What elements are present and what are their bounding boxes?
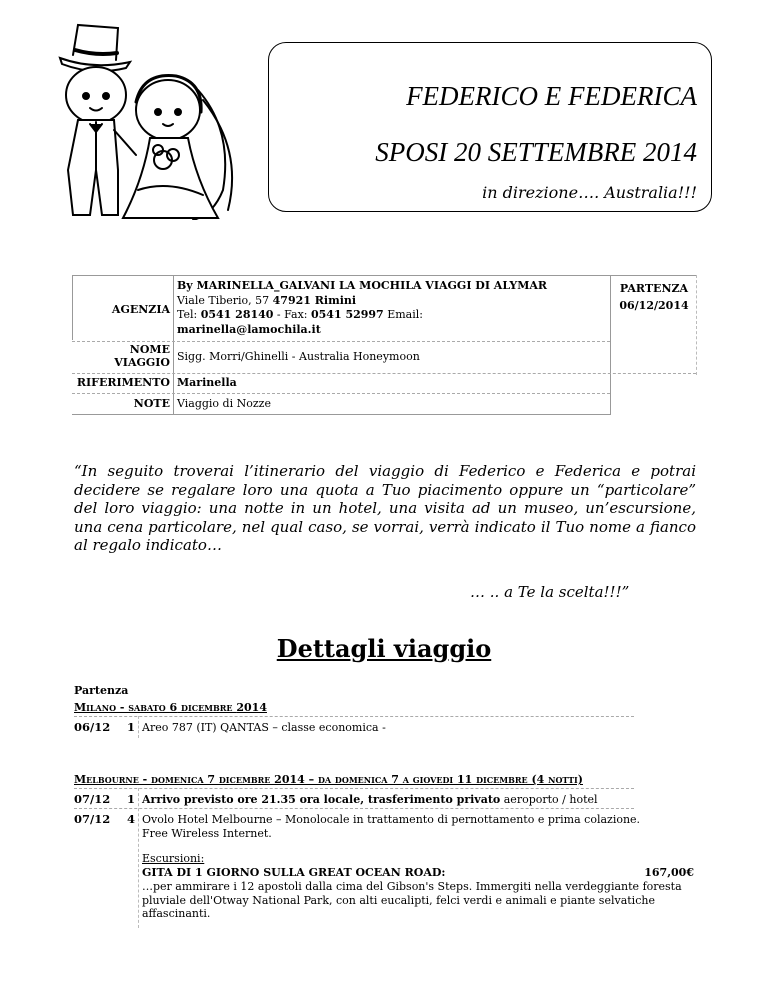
row-divider — [74, 808, 634, 809]
melbourne-row1-text — [142, 793, 598, 807]
table-top-border — [72, 275, 696, 276]
partenza-label: PARTENZA — [619, 282, 689, 295]
partenza-row-num: 1 — [127, 720, 136, 734]
agenzia-by: By MARINELLA_GALVANI LA MOCHILA VIAGGI DI ALYMAR — [177, 279, 548, 292]
row-divider — [138, 788, 139, 928]
partenza-heading: Partenza — [74, 684, 129, 697]
table-left-border — [72, 275, 73, 340]
escursioni-label: Escursioni: — [142, 852, 205, 865]
route-day: Milano - sabato — [74, 701, 170, 714]
gita-price: 167,00€ — [644, 866, 694, 879]
wedding-couple-illustration — [18, 20, 248, 220]
table-col-divider-right — [610, 275, 611, 415]
row-divider — [74, 716, 634, 717]
riferimento-label: RIFERIMENTO — [76, 376, 170, 389]
melbourne-heading: Melbourne - domenica 7 dicembre 2014 – da domenica 7 a giovedi 11 dicembre (4 notti) — [74, 773, 583, 786]
subtitle-destination: in direzione…. Australia!!! — [482, 183, 697, 202]
gita-title: GITA DI 1 GIORNO SULLA GREAT OCEAN ROAD: — [142, 866, 446, 879]
agenzia-email: marinella@lamochila.it — [177, 323, 321, 336]
route-date: 6 — [169, 701, 178, 714]
table-bottom-border — [72, 414, 610, 415]
route-year: 2014 — [236, 701, 267, 714]
tel-number: 0541 28140 — [200, 308, 274, 321]
note-value: Viaggio di Nozze — [177, 397, 271, 410]
header-box — [268, 42, 712, 212]
address-street: Viale Tiberio, 57 — [177, 294, 273, 307]
table-row-divider — [72, 341, 610, 342]
nome-viaggio-value: Sigg. Morri/Ghinelli - Australia Honeymoon — [177, 350, 420, 363]
agenzia-contacts — [177, 308, 423, 322]
gita-description: …per ammirare i 12 apostoli dalla cima del Gibson's Steps. Immergiti nella verdeggiante foresta pluviale dell'Otway National Park, con alti eucalipti, felci verdi e animali e piante selvatiche affascinanti. — [142, 880, 682, 920]
address-city: 47921 Rimini — [272, 294, 357, 307]
intro-ending: … .. a Te la scelta!!!” — [470, 583, 630, 601]
table-col-divider — [173, 275, 174, 415]
note-label: NOTE — [133, 397, 170, 410]
melbourne-row2-date: 07/12 — [74, 812, 111, 826]
melbourne-row2-num: 4 — [127, 812, 136, 826]
agenzia-label: AGENZIA — [111, 303, 170, 316]
title-wedding-date: SPOSI 20 SETTEMBRE 2014 — [375, 137, 697, 167]
nome-viaggio-label-2: VIAGGIO — [114, 356, 170, 369]
arrival-info: Arrivo previsto ore 21.35 ora locale, trasferimento privato — [142, 793, 501, 806]
table-row-divider — [72, 373, 696, 374]
nome-viaggio-label-1: NOME — [129, 343, 170, 356]
table-right-border — [696, 275, 697, 375]
melbourne-row2-text: Ovolo Hotel Melbourne – Monolocale in trattamento di pernottamento e prima colazione. Free Wireless Internet. — [142, 813, 641, 840]
partenza-route — [74, 701, 267, 715]
section-title: Dettagli viaggio — [276, 634, 492, 663]
partenza-row-date: 06/12 — [74, 720, 111, 734]
fax-number: 0541 52997 — [311, 308, 384, 321]
transfer-info: aeroporto / hotel — [500, 793, 598, 806]
title-couple: FEDERICO E FEDERICA — [406, 81, 697, 111]
partenza-date: 06/12/2014 — [619, 299, 689, 312]
table-row-divider — [72, 393, 610, 394]
melbourne-row1-num: 1 — [127, 792, 136, 806]
fax-label: - Fax: — [273, 308, 311, 321]
melbourne-row1-date: 07/12 — [74, 792, 111, 806]
agenzia-address — [177, 294, 356, 308]
riferimento-value: Marinella — [177, 376, 237, 389]
route-month: dicembre — [177, 701, 237, 714]
row-divider — [74, 788, 634, 789]
row-divider — [138, 716, 139, 738]
tel-label: Tel: — [177, 308, 201, 321]
intro-paragraph: “In seguito troverai l’itinerario del viaggio di Federico e Federica e potrai decidere se regalare loro una quota a Tuo piacimento oppure un “particolare” del loro viaggio: una notte in un hotel, una visita ad un museo, un’escursione, una cena particolare, nel qual caso, se vorrai, verrà indicato il Tuo nome a fianco al regalo indicato… — [74, 462, 696, 555]
partenza-row-text: Areo 787 (IT) QANTAS – classe economica - — [142, 721, 386, 734]
email-label: Email: — [383, 308, 423, 321]
